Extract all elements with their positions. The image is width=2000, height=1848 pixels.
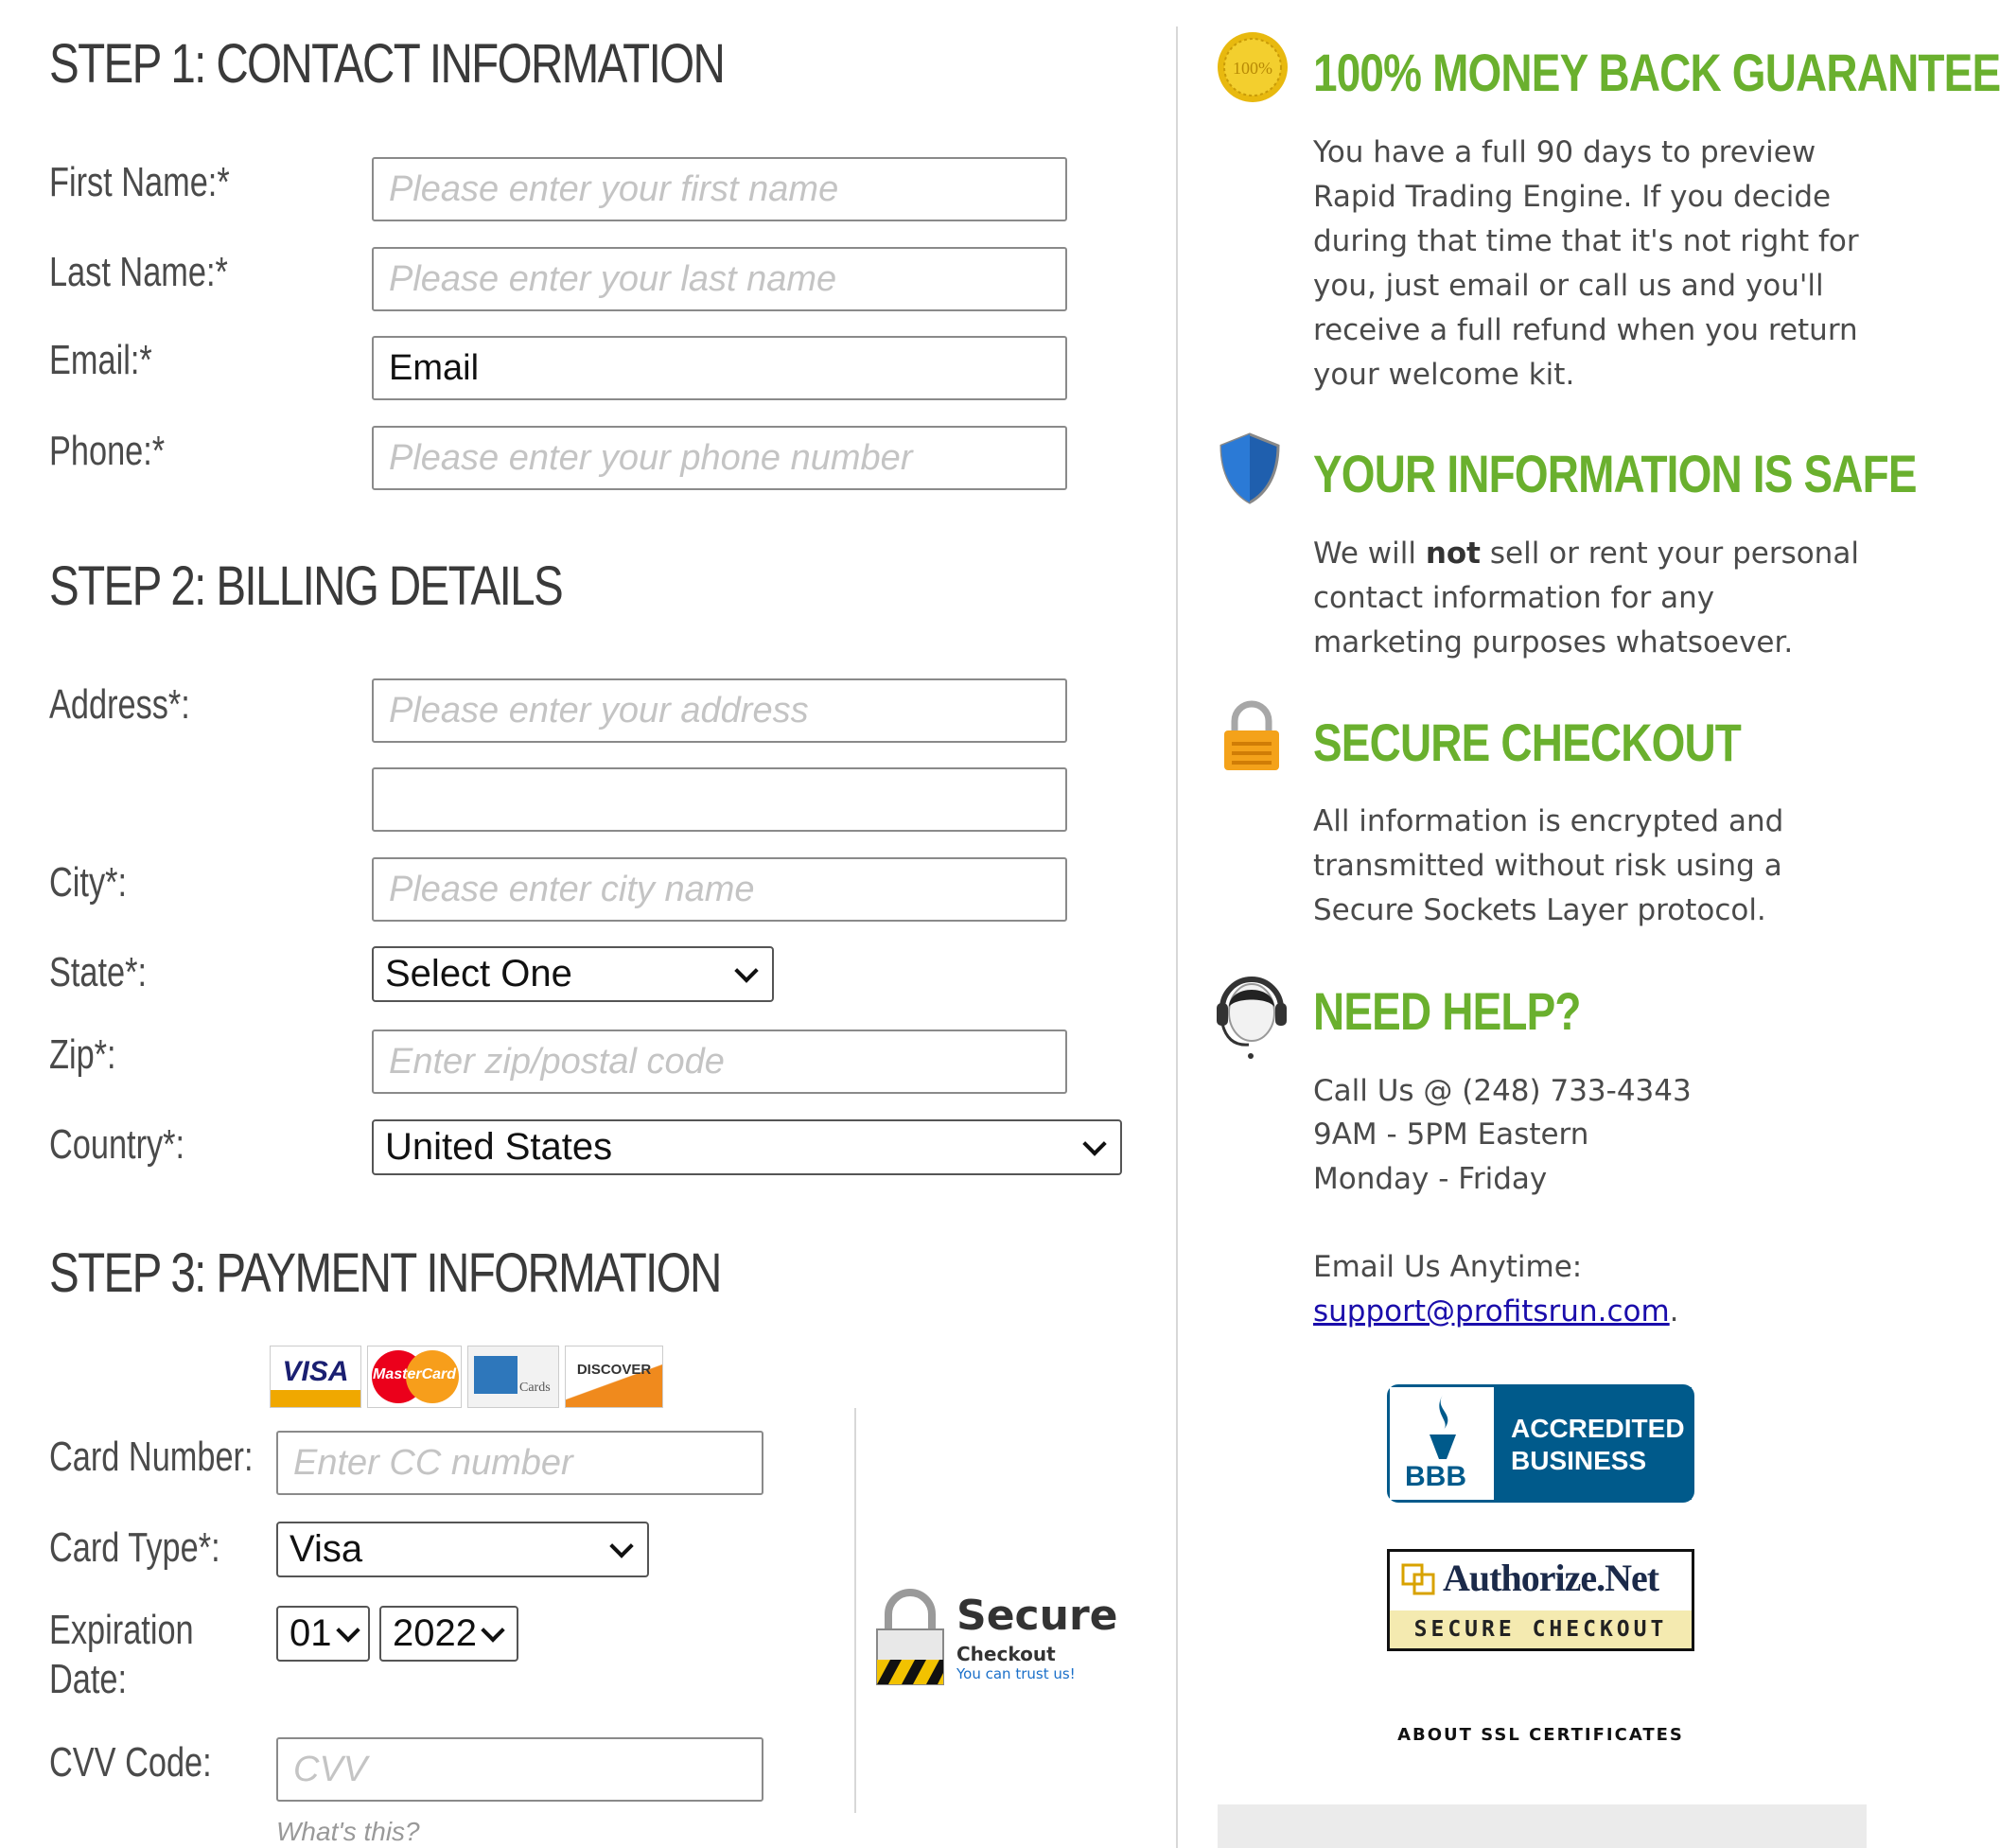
bbb-logo-text: BBB [1405,1461,1466,1492]
authorize-net-badge[interactable] [1387,1549,1694,1651]
address-input[interactable] [372,678,1067,743]
expiration-label-line2: Date: [49,1656,128,1702]
discover-logo [565,1346,663,1408]
card-type-label: Card Type*: [49,1524,220,1571]
step2-heading: STEP 2: BILLING DETAILS [49,555,563,617]
expiration-year-select[interactable] [379,1606,518,1662]
city-input[interactable] [372,857,1067,922]
discover-logo-text: DISCOVER [576,1362,652,1378]
expiration-month-value: 01 [289,1612,332,1654]
info-safe-text-bold: not [1425,537,1481,571]
visa-logo [270,1346,361,1408]
phone-input[interactable] [372,426,1067,490]
city-label: City*: [49,859,127,906]
secure-checkout-text: All information is encrypted and transmitted without risk using a Secure Sockets Layer protocol. [1313,804,1784,927]
last-name-label: Last Name:* [49,249,228,295]
country-select-value: United States [385,1126,613,1168]
bbb-line2: BUSINESS [1511,1446,1647,1475]
card-number-input[interactable] [276,1431,763,1495]
country-label: Country*: [49,1121,185,1168]
seal-text: 100% [1233,59,1272,78]
amex-logo-text: Cards [519,1381,551,1395]
gold-seal-icon [1216,30,1289,104]
mastercard-logo-text: MasterCard [372,1366,457,1382]
help-phone: Call Us @ (248) 733-4343 [1313,1074,1692,1108]
expiration-year-value: 2022 [393,1612,477,1654]
bbb-text-panel [1494,1387,1692,1500]
bbb-line1: ACCREDITED [1511,1414,1685,1443]
bbb-torch-panel [1390,1387,1494,1500]
secure-badge-title: Secure [956,1592,1118,1640]
expiration-month-select[interactable] [276,1606,370,1662]
bottom-panel [1218,1804,1867,1848]
payment-divider [854,1408,856,1813]
first-name-label: First Name:* [49,159,230,205]
step1-heading: STEP 1: CONTACT INFORMATION [49,33,725,95]
amex-logo [467,1346,559,1408]
cvv-help-link[interactable]: What's this? [276,1817,420,1846]
zip-input[interactable] [372,1030,1067,1094]
help-hours: 9AM - 5PM Eastern [1313,1118,1589,1152]
state-select[interactable] [372,946,774,1002]
secure-checkout-badge [875,1588,1118,1692]
address-label: Address*: [49,681,190,728]
bbb-accredited-badge[interactable] [1387,1384,1694,1503]
headset-support-icon [1215,965,1289,1060]
need-help-title: NEED HELP? [1313,981,1581,1041]
chevron-down-icon [734,959,758,982]
step3-heading: STEP 3: PAYMENT INFORMATION [49,1242,721,1304]
card-logos [270,1346,667,1408]
guarantee-text: You have a full 90 days to preview Rapid Trading Engine. If you decide during that time that it's not right for you, just email or call us and you'll receive a full refund when you return your welcome kit. [1313,135,1859,392]
shield-icon [1216,431,1284,506]
first-name-input[interactable] [372,157,1067,221]
chevron-down-icon [609,1534,633,1558]
card-type-select[interactable] [276,1522,649,1577]
address-line2-input[interactable] [372,767,1067,832]
torch-icon [1414,1393,1471,1461]
padlock-icon [875,1588,945,1686]
mastercard-logo [367,1346,462,1408]
chevron-down-icon [336,1618,360,1642]
authorize-net-logo-icon [1401,1563,1437,1595]
help-days: Monday - Friday [1313,1162,1548,1196]
country-select[interactable] [372,1119,1122,1175]
info-safe-text-part1: We will [1313,537,1426,571]
help-email-label: Email Us Anytime: [1313,1250,1583,1284]
column-divider [1176,26,1178,1848]
help-email-line [1313,1290,1679,1334]
authorize-net-tagline: SECURE CHECKOUT [1390,1610,1692,1648]
authorize-net-name: Authorize.Net [1443,1557,1659,1599]
guarantee-title: 100% MONEY BACK GUARANTEE [1313,43,2000,102]
email-suffix: . [1669,1294,1679,1329]
state-label: State*: [49,949,148,995]
secure-checkout-title: SECURE CHECKOUT [1313,713,1742,772]
chevron-down-icon [1082,1132,1106,1155]
info-safe-text [1313,532,1871,665]
expiration-label-line1: Expiration [49,1607,194,1653]
visa-logo-text: VISA [282,1356,349,1387]
email-label: Email:* [49,337,152,383]
secure-badge-tagline: You can trust us! [956,1665,1076,1682]
secure-badge-subtitle: Checkout [956,1643,1056,1665]
state-select-value: Select One [385,953,572,994]
card-type-select-value: Visa [289,1528,363,1570]
zip-label: Zip*: [49,1031,116,1078]
info-safe-text-part2: sell or rent your personal contact information for any marketing purposes whatsoever. [1313,537,1859,660]
last-name-input[interactable] [372,247,1067,311]
phone-label: Phone:* [49,428,166,474]
lock-icon [1220,698,1283,774]
cvv-input[interactable] [276,1737,763,1802]
support-email-link[interactable]: support@profitsrun.com [1313,1294,1670,1329]
card-number-label: Card Number: [49,1434,254,1480]
email-input[interactable] [372,336,1067,400]
about-ssl-link[interactable]: ABOUT SSL CERTIFICATES [1397,1725,1684,1745]
chevron-down-icon [481,1618,504,1642]
info-safe-title: YOUR INFORMATION IS SAFE [1313,444,1917,503]
cvv-label: CVV Code: [49,1739,212,1786]
